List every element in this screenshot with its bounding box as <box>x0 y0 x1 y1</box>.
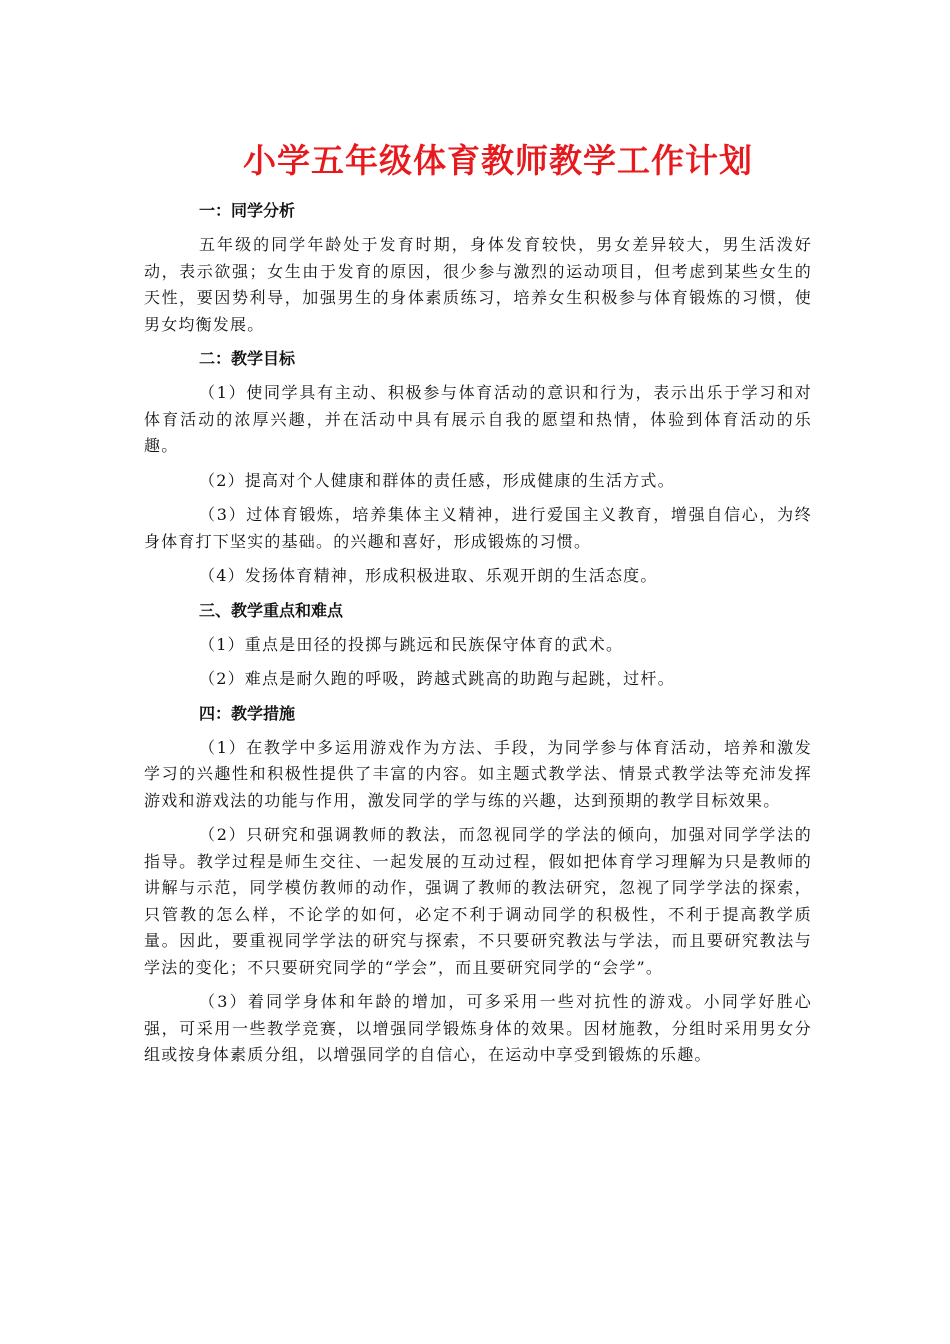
section-teaching-measures <box>144 701 812 1069</box>
paragraph: （3）着同学身体和年龄的增加，可多采用一些对抗性的游戏。小同学好胜心强，可采用一些教学竞赛，以增强同学锻炼身体的效果。因材施教，分组时采用男女分组或按身体素质分组，以增强同学的自信心，在运动中享受到锻炼的乐趣。 <box>144 992 812 1064</box>
document-title: 小学五年级体育教师教学工作计划 <box>243 141 753 180</box>
paragraph: 五年级的同学年龄处于发育时期，身体发育较快，男女差异较大，男生活泼好动，表示欲强；女生由于发育的原因，很少参与激烈的运动项目，但考虑到某些女生的天性，要因势利导，加强男生的身体素质练习，培养女生积极参与体育锻炼的习惯，使男女均衡发展。 <box>144 235 812 334</box>
paragraph: （2）难点是耐久跑的呼吸，跨越式跳高的助跑与起跳，过杆。 <box>199 669 675 688</box>
paragraph: （3）过体育锻炼，培养集体主义精神，进行爱国主义教育，增强自信心，为终身体育打下坚实的基础。的兴趣和喜好，形成锻炼的习惯。 <box>144 505 812 551</box>
paragraph: （4）发扬体育精神，形成积极进取、乐观开朗的生活态度。 <box>199 566 658 585</box>
section-heading: 三、教学重点和难点 <box>199 600 344 620</box>
paragraph: （1）重点是田径的投掷与跳远和民族保守体育的武术。 <box>199 634 624 654</box>
paragraph: （2）提高对个人健康和群体的责任感，形成健康的生活方式。 <box>199 470 675 490</box>
section-key-points <box>144 598 812 693</box>
section-heading: 一：同学分析 <box>199 201 296 220</box>
section-student-analysis <box>144 198 812 338</box>
document-content <box>144 138 812 1077</box>
paragraph: （2）只研究和强调教师的教法，而忽视同学的学法的倾向，加强对同学学法的指导。教学过程是师生交往、一起发展的互动过程，假如把体育学习理解为只是教师的讲解与示范，同学模仿教师的动作，强调了教师的教法研究，忽视了同学学法的探索，只管教的怎么样，不论学的如何，必定不利于调动同学的积极性，不利于提高教学质量。因此，要重视同学学法的研究与探索，不只要研究教法与学法，而且要研究教法与学法的变化；不只要研究同学的“学会”，而且要研究同学的“会学”。 <box>144 825 812 977</box>
paragraph: （1）使同学具有主动、积极参与体育活动的意识和行为，表示出乐于学习和对体育活动的浓厚兴趣，并在活动中具有展示自我的愿望和热情，体验到体育活动的乐趣。 <box>144 383 812 455</box>
section-heading: 二：教学目标 <box>199 349 296 368</box>
paragraph: （1）在教学中多运用游戏作为方法、手段，为同学参与体育活动，培养和激发学习的兴趣性和积极性提供了丰富的内容。如主题式教学法、情景式教学法等充沛发挥游戏和游戏法的功能与作用，激发同学的学与练的兴趣，达到预期的教学目标效果。 <box>144 737 812 810</box>
section-heading: 四：教学措施 <box>199 703 296 723</box>
section-teaching-goals <box>144 346 812 590</box>
